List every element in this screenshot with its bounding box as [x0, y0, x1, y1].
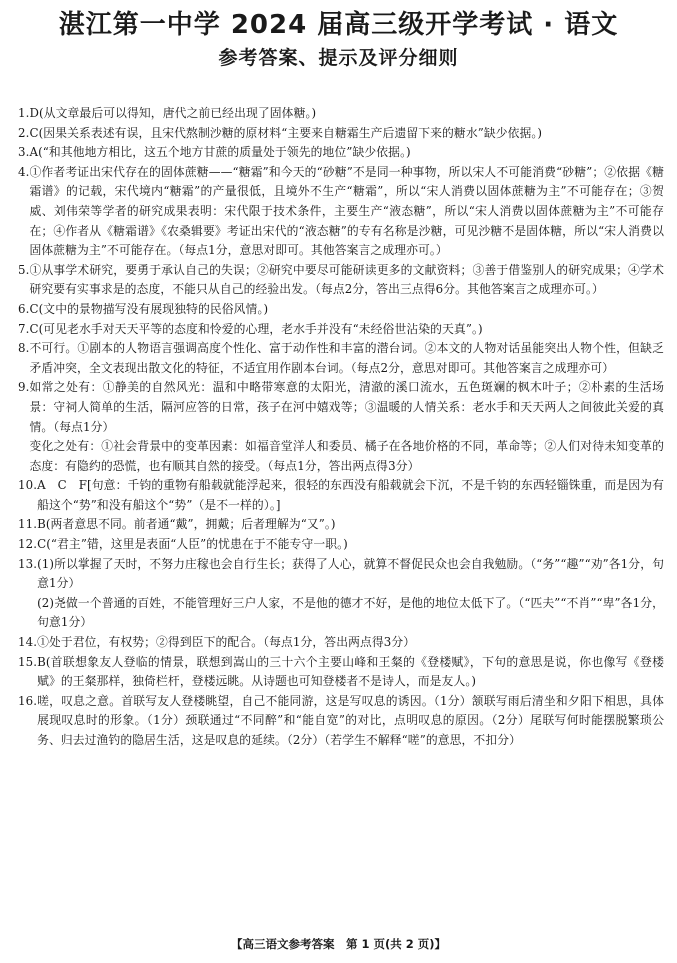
answer-number: 4. [18, 164, 30, 179]
answer-text: C(“君主”错，这里是表面“人臣”的忧患在于不能专守一职。) [37, 537, 348, 552]
answer-text: A C F[句意：千钧的重物有船载就能浮起来，很轻的东西没有船载就会下沉，不是千钧的东西轻锱铢重，而是因为有船这个“势”和没有船这个“势”（是不一样的）。] [37, 478, 664, 512]
answer-text: 不可行。①剧本的人物语言强调高度个性化、富于动作性和丰富的潜台词。②本文的人物对话虽能突出人物个性，但缺乏矛盾冲突，全文表现出散文化的特征，不适宜用作剧本台词。（每点2分，意思对即可。其他答案言之成理亦可） [29, 341, 664, 375]
answer-number: 11. [18, 517, 38, 532]
answer-number: 1. [18, 106, 30, 120]
answer-text: ①处于君位，有权势；②得到臣下的配合。（每点1分，答出两点得3分） [37, 635, 416, 650]
answer-text: 如常之处有：①静美的自然风光：温和中略带寒意的太阳光，清澈的溪口流水，五色斑斓的枫木叶子；②朴素的生活场景：守祠人简单的生活，隔河应答的日常，孩子在河中嬉戏等；③温暖的人情关系：老水手和天天两人之间彼此关爱的真情。（每点1分） [29, 380, 664, 434]
answer-number: 8. [18, 341, 30, 356]
answer-number: 7. [18, 321, 30, 336]
answer-number: 15. [18, 654, 38, 669]
answer-item-4 [18, 163, 664, 261]
exam-subtitle: 参考答案、提示及评分细则 [218, 47, 459, 69]
answer-item-14 [18, 633, 664, 653]
answer-item-7 [18, 320, 664, 340]
answer-item-3 [18, 143, 664, 163]
answer-number: 12. [18, 537, 38, 552]
answer-text: ①从事学术研究，要勇于承认自己的失误；②研究中要尽可能研读更多的文献资料；③善于借鉴别人的研究成果；④学术研究要有实事求是的态度，不能只从自己的经验出发。（每点2分，答出三点得6分。其他答案言之成理亦可。） [29, 262, 664, 297]
answer-number: 6. [18, 301, 30, 316]
exam-title: 湛江第一中学 2024 届高三级开学考试 · 语文 [58, 10, 619, 40]
answer-text: C(因果关系表述有误，且宋代熬制沙糖的原材料“主要来自糖霜生产后遗留下来的糖水”缺少依据。) [29, 125, 543, 140]
answer-number: 9. [18, 380, 30, 395]
page-footer: 【高三语文参考答案 第 1 页(共 2 页)】 [230, 937, 447, 951]
answer-item-5 [18, 261, 664, 300]
answer-text: C(可见老水手对天天平等的态度和怜爱的心理，老水手并没有“未经俗世沾染的天真”。) [29, 321, 483, 336]
answer-text-continued: 变化之处有：①社会背景中的变革因素：如福音堂洋人和委员、橘子在各地价格的不同，革命等；②人们对待未知变革的态度：有隐约的恐慌，也有顺其自然的接受。（每点1分，答出两点得3分） [29, 439, 664, 473]
answer-number: 13. [18, 556, 38, 571]
answer-item-1 [18, 104, 664, 124]
answer-text-group [37, 555, 664, 633]
answer-item-15 [18, 653, 664, 692]
answer-item-11 [18, 515, 664, 535]
answer-item-8 [18, 339, 664, 378]
answer-text: 嗟，叹息之意。首联写友人登楼眺望，自己不能同游，这是写叹息的诱因。（1分）颔联写雨后清坐和夕阳下相思，具体展现叹息时的形象。（1分）颈联通过“不同醉”和“能自宽”的对比，点明叹息的原因。（2分）尾联写何时能摆脱繁琐公务、归去过渔钓的隐居生活，这是叹息的延续。（2分）（若学生不解释“嗟”的意思，不扣分） [37, 693, 664, 747]
answer-number: 16. [18, 693, 38, 708]
answer-item-9 [18, 378, 664, 476]
answer-text: D(从文章最后可以得知，唐代之前已经出现了固体糖。) [29, 106, 317, 120]
answer-text-continued: (2)尧做一个普通的百姓，不能管理好三户人家，不是他的德才不好，是他的地位太低下了。（“匹夫”“不肖”“卑”各1分，句意1分） [37, 595, 664, 630]
answer-item-13 [18, 555, 664, 633]
answer-number: 10. [18, 478, 38, 493]
answer-item-6 [18, 300, 664, 320]
answer-text: B(两者意思不同。前者通“戴”，拥戴；后者理解为“又”。) [37, 517, 336, 532]
answer-number: 3. [18, 145, 30, 160]
answer-number: 14. [18, 635, 38, 650]
answer-item-2 [18, 124, 664, 144]
answer-text: A(“和其他地方相比，这五个地方甘蔗的质量处于领先的地位”缺少依据。) [29, 145, 411, 160]
answer-text: C(文中的景物描写没有展现独特的民俗风情。) [29, 301, 269, 316]
answer-text-group [29, 378, 664, 476]
answer-text: B(首联想象友人登临的情景，联想到嵩山的三十六个主要山峰和王粲的《登楼赋》，下句的意思是说，你也像写《登楼赋》的王粲那样，独倚栏杆，登楼远眺。从诗题也可知登楼者不是诗人，而是友人。) [37, 654, 664, 689]
answer-item-12 [18, 535, 664, 555]
answer-text: ①作者考证出宋代存在的固体蔗糖——“糖霜”和今天的“砂糖”不是同一种事物，所以宋人不可能消费“砂糖”；②依据《糖霜谱》的记载，宋代境内“糖霜”的产量很低，且境外不生产“糖霜”，所以“宋人消费以固体蔗糖为主”不可能存在；③贺威、刘伟荣等学者的研究成果表明：宋代限于技术条件，主要生产“液态糖”，所以“宋人消费以固体蔗糖为主”不可能存在；④作者从《糖霜谱》《农桑辑要》考证出宋代的“液态糖”的专有名称是沙糖，可见沙糖不是固体糖，所以“宋人消费以固体蔗糖为主”不可能存在。（每点1分，意思对即可。其他答案言之成理亦可。） [29, 164, 664, 258]
answer-text: (1)所以掌握了天时，不努力庄稼也会自行生长；获得了人心，就算不督促民众也会自我勉励。（“务”“趣”“劝”各1分，句意1分） [37, 556, 664, 591]
answer-item-16 [18, 692, 664, 751]
answer-number: 2. [18, 125, 30, 140]
answer-list [18, 104, 664, 751]
answer-item-10 [18, 476, 664, 515]
answer-number: 5. [18, 262, 30, 277]
